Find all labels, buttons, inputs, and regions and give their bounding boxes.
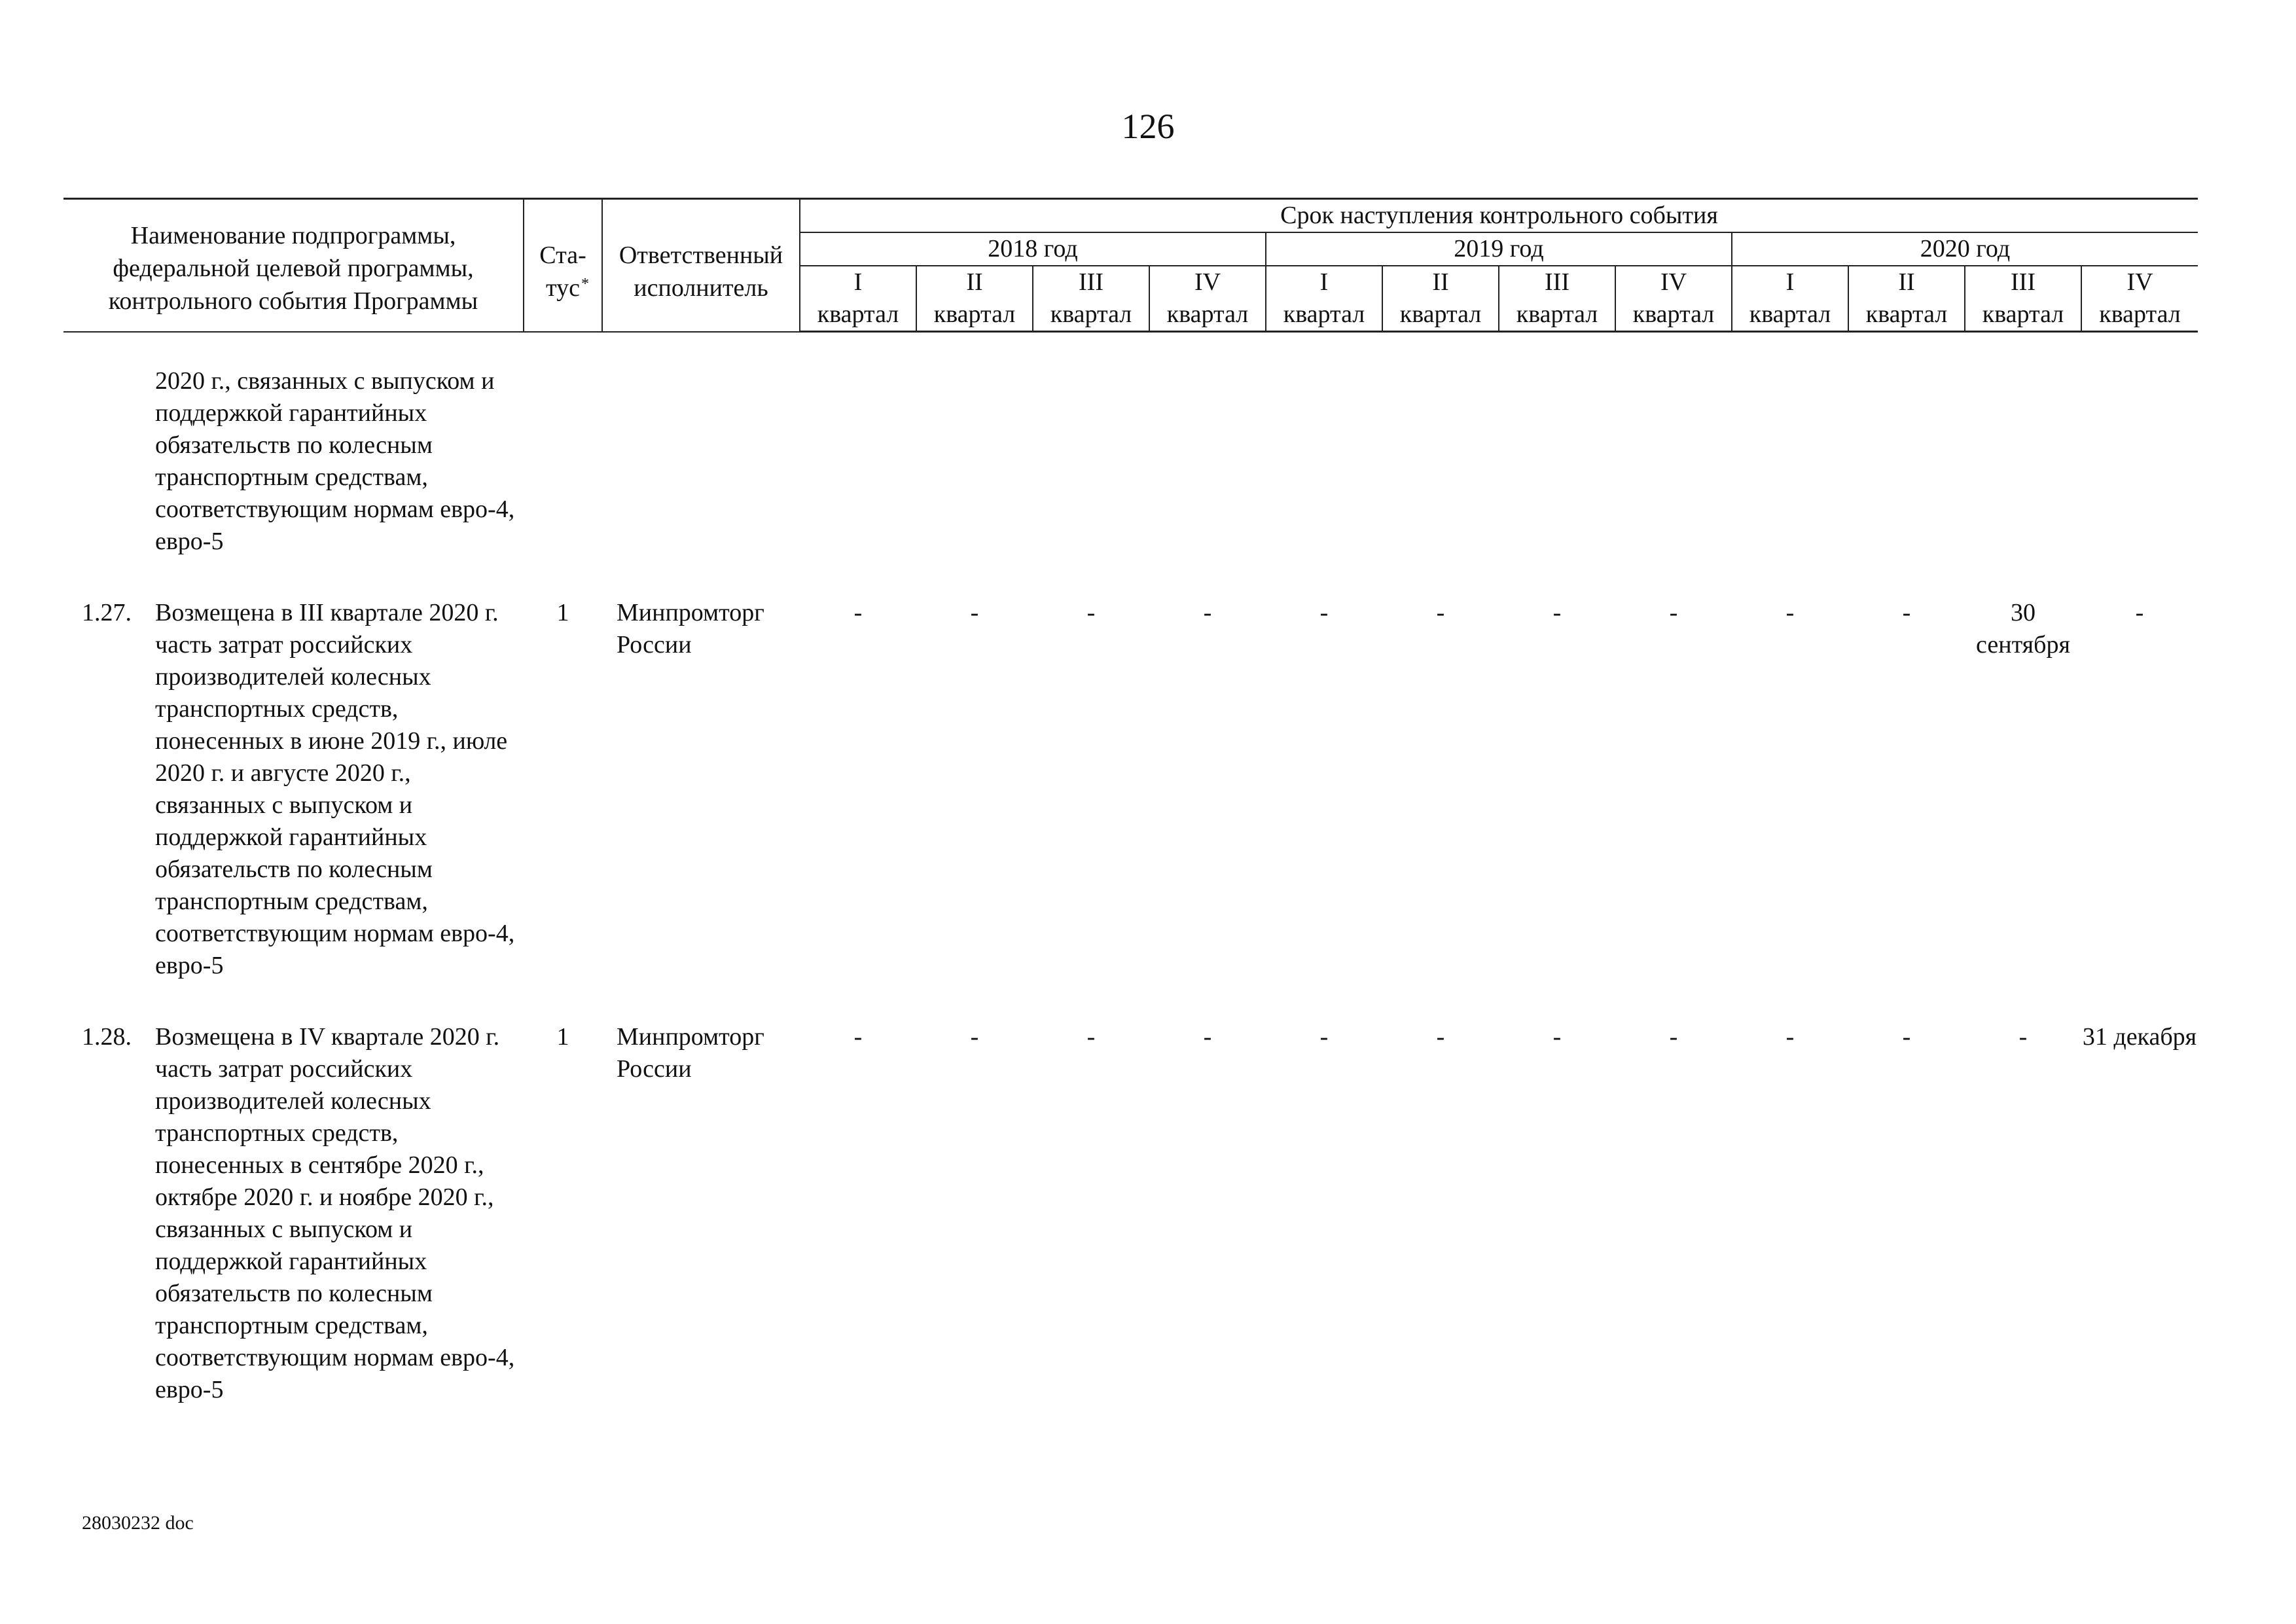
event-name-text: Возмещена в IV квартале 2020 г. часть затрат российских производителей колесных транспортных средств, понесенных в сентябре 2020 г., октябре 2020 г. и ноябре 2020 г., связанных с выпуском и поддержкой гарантийных обязательств по колесным транспортным средствам, соответствующим нормам евро-4, евро-5 [155,1023,515,1403]
quarter-deadline-cell: - [1086,599,1096,626]
quarter-deadline-cell: 30 сентября [1976,599,2070,659]
quarter-deadline-cell: - [970,599,979,626]
quarter-deadline-cell: - [1669,1023,1678,1051]
table-row [63,1021,2198,1406]
quarter-deadline-cell: - [853,1023,863,1051]
quarter-deadline-cell: - [2135,599,2144,626]
quarter-deadline-cell: - [970,1023,979,1051]
table-row [63,597,2198,982]
quarter-deadline-cell: - [2018,1023,2028,1051]
row-number: 1.28. [82,1023,132,1051]
column-header-name: Наименование подпрограммы, федеральной целевой программы, контрольного события Программы [63,199,524,332]
quarter-numeral-header: III [1033,266,1149,298]
quarter-deadline-cell: - [1785,1023,1795,1051]
quarter-word-header: квартал [1848,298,1965,332]
quarter-deadline-cell: - [1436,1023,1445,1051]
quarter-deadline-cell: - [1319,599,1329,626]
quarter-deadline-cell: 31 декабря [2082,1023,2197,1051]
quarter-numeral-header: II [1382,266,1499,298]
control-events-table [63,198,2198,1406]
event-name-cell [63,1021,524,1406]
quarter-word-header: квартал [2081,298,2198,332]
quarter-numeral-header: I [1732,266,1848,298]
quarter-deadline-cell: - [853,599,863,626]
quarter-deadline-cell [1382,365,1499,558]
responsible-cell [602,365,800,558]
status-cell: 1 [556,1023,569,1051]
quarter-word-header: квартал [1732,298,1848,332]
quarter-deadline-cell: - [1203,599,1212,626]
quarter-numeral-header: I [800,266,916,298]
quarter-deadline-cell [1848,365,1965,558]
quarter-deadline-cell: - [1785,599,1795,626]
header-row-1 [63,199,2198,233]
quarter-deadline-cell: - [1436,599,1445,626]
status-header-line2: тус [546,274,580,302]
quarter-deadline-cell [1732,365,1848,558]
quarter-deadline-cell: - [1669,599,1678,626]
quarter-word-header: квартал [1266,298,1382,332]
status-cell: 1 [556,599,569,626]
quarter-deadline-cell: - [1319,1023,1329,1051]
quarter-numeral-header: II [1848,266,1965,298]
quarter-word-header: квартал [1615,298,1732,332]
quarter-deadline-cell [916,365,1033,558]
page-number: 126 [1121,107,1175,146]
status-header-line1: Ста- [539,242,586,269]
quarter-numeral-header: IV [1615,266,1732,298]
quarter-word-header: квартал [1382,298,1499,332]
event-name-text: 2020 г., связанных с выпуском и поддержкой гарантийных обязательств по колесным транспортным средствам, соответствующим нормам евро-4, евро-5 [155,367,515,555]
quarter-numeral-header: IV [1149,266,1266,298]
quarter-deadline-cell: - [1203,1023,1212,1051]
quarter-deadline-cell: - [1902,1023,1911,1051]
document-footer-code: 28030232 doc [82,1512,194,1534]
quarter-numeral-header: IV [2081,266,2198,298]
quarter-deadline-cell: - [1552,1023,1562,1051]
responsible-cell: Минпромторг России [617,1023,764,1083]
quarter-deadline-cell [2081,365,2198,558]
quarter-word-header: квартал [1499,298,1615,332]
event-name-cell [63,597,524,982]
responsible-cell: Минпромторг России [617,599,764,659]
quarter-deadline-cell [1033,365,1149,558]
event-name-text: Возмещена в III квартале 2020 г. часть затрат российских производителей колесных транспортных средств, понесенных в июне 2019 г., июле 2020 г. и августе 2020 г., связанных с выпуском и поддержкой гарантийных обязательств по колесным транспортным средствам, соответствующим нормам евро-4, евро-5 [155,599,515,979]
table-body [63,332,2198,1407]
quarter-numeral-header: III [1965,266,2081,298]
quarter-deadline-cell: - [1086,1023,1096,1051]
quarter-deadline-cell: - [1552,599,1562,626]
event-name-cell [63,365,524,558]
quarter-numeral-header: II [916,266,1033,298]
quarter-deadline-cell [1266,365,1382,558]
year-header-2: 2020 год [1732,232,2198,266]
quarter-numeral-header: I [1266,266,1382,298]
year-header-0: 2018 год [800,232,1266,266]
schedule-table-wrapper [63,198,2198,1406]
quarter-word-header: квартал [1965,298,2081,332]
status-cell [524,365,602,558]
quarter-word-header: квартал [916,298,1033,332]
quarter-deadline-cell [1499,365,1615,558]
quarter-deadline-cell [1965,365,2081,558]
year-header-1: 2019 год [1266,232,1732,266]
column-header-status [524,199,602,332]
quarter-deadline-cell: - [1902,599,1911,626]
quarter-deadline-cell [1149,365,1266,558]
quarter-word-header: квартал [1149,298,1266,332]
status-footnote-mark: * [581,276,589,293]
table-row [63,365,2198,558]
quarter-word-header: квартал [800,298,916,332]
column-header-deadline: Срок наступления контрольного события [800,199,2198,233]
quarter-deadline-cell [1615,365,1732,558]
quarter-deadline-cell [800,365,916,558]
quarter-word-header: квартал [1033,298,1149,332]
column-header-responsible: Ответственный исполнитель [602,199,800,332]
quarter-numeral-header: III [1499,266,1615,298]
row-number: 1.27. [82,599,132,626]
